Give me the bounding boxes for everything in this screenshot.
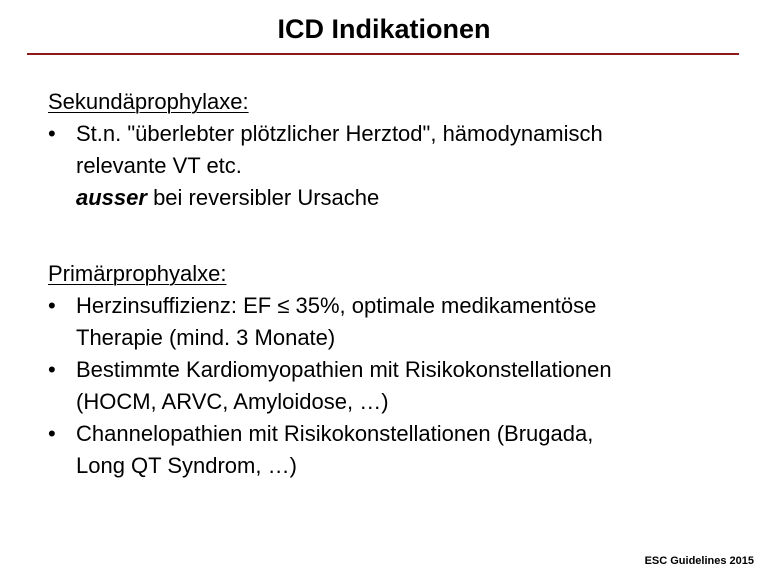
bullet-text: Long QT Syndrom, …)	[76, 453, 297, 478]
bullet-icon: •	[48, 421, 56, 446]
bullet-icon: •	[48, 293, 56, 318]
bullet-item	[48, 118, 748, 214]
slide-title: ICD Indikationen	[277, 14, 491, 44]
bullet-text: Herzinsuffizienz: EF ≤ 35%, optimale medikamentöse	[76, 293, 597, 318]
section-heading-primary: Primärprophyalxe:	[48, 261, 227, 286]
bullet-item	[48, 290, 748, 354]
bullet-text: (HOCM, ARVC, Amyloidose, …)	[76, 389, 389, 414]
title-divider	[27, 53, 739, 55]
bullet-icon: •	[48, 357, 56, 382]
bullet-text: Therapie (mind. 3 Monate)	[76, 325, 336, 350]
section-heading-secondary: Sekundäprophylaxe:	[48, 89, 249, 114]
bullet-item	[48, 418, 748, 482]
emphasis-text: ausser	[76, 185, 147, 210]
slide-content	[48, 86, 748, 482]
bullet-text: relevante VT etc.	[76, 153, 242, 178]
source-footer: ESC Guidelines 2015	[644, 555, 754, 567]
primary-bullet-list	[48, 290, 748, 482]
bullet-text: St.n. "überlebter plötzlicher Herztod", hämodynamisch	[76, 121, 603, 146]
bullet-item	[48, 354, 748, 418]
bullet-icon: •	[48, 121, 56, 146]
bullet-text: Channelopathien mit Risikokonstellationen (Brugada,	[76, 421, 594, 446]
secondary-bullet-list	[48, 118, 748, 214]
bullet-text: bei reversibler Ursache	[146, 185, 380, 210]
bullet-text: Bestimmte Kardiomyopathien mit Risikokonstellationen	[76, 357, 612, 382]
